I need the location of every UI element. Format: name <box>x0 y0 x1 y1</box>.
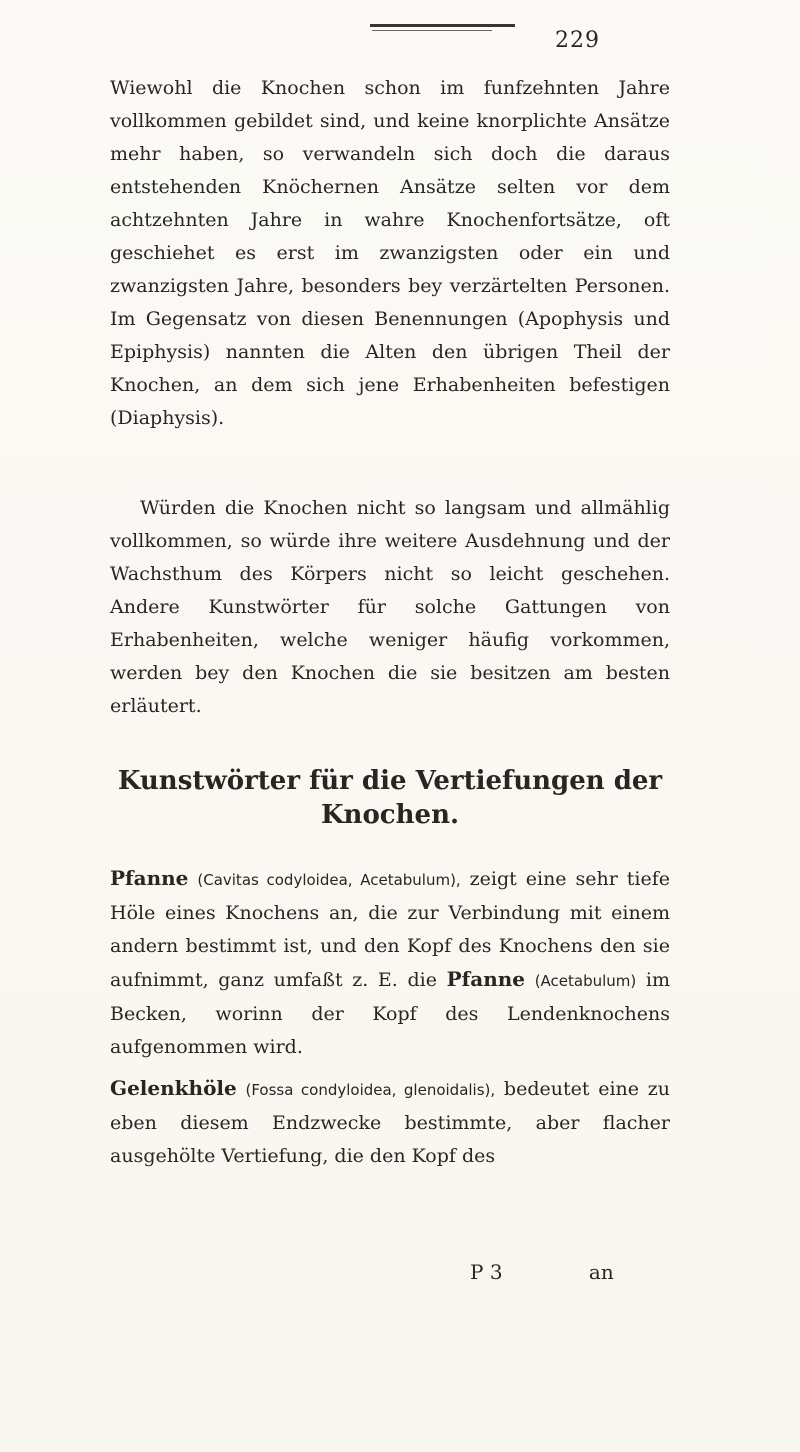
term-pfanne: Pfanne <box>110 866 189 890</box>
definition-gelenkhoele: bedeutet eine zu eben diesem Endzwecke bestimmte, aber flacher ausgehölte Vertiefung, die den Kopf des <box>110 1078 671 1167</box>
signature-mark: P 3 <box>470 1260 503 1284</box>
header-rule-thin <box>372 30 492 31</box>
entry-pfanne <box>110 862 670 1064</box>
page-number: 229 <box>555 28 600 53</box>
latin-gelenkhoele: (Fossa condyloidea, glenoidalis), <box>245 1081 496 1099</box>
catchword: an <box>588 1260 614 1284</box>
section-heading: Kunstwörter für die Vertiefungen der Knochen. <box>117 766 663 830</box>
term-gelenkhoele: Gelenkhöle <box>110 1076 237 1100</box>
footer-line <box>470 1260 614 1284</box>
header-rule <box>370 24 515 27</box>
term-pfanne-example: Pfanne <box>446 967 526 991</box>
definition-pfanne-example: im Becken, worinn der Kopf des Lendenknochens aufgenommen wird. <box>110 969 671 1058</box>
latin-acetabulum: (Acetabulum) <box>534 972 637 990</box>
definition-pfanne: zeigt eine sehr tiefe Höle eines Knochens an, die zur Verbindung mit einem andern bestimmt ist, und den Kopf des Knochens den sie aufnimmt, ganz umfaßt z. E. die <box>110 868 670 991</box>
entry-gelenkhoele <box>110 1072 670 1173</box>
paragraph-2: Würden die Knochen nicht so langsam und allmählig vollkommen, so würde ihre weitere Ausdehnung und der Wachsthum des Körpers nicht so leicht geschehen. Andere Kunstwörter für solche Gattungen von Erhabenheiten, welche weniger häufig vorkommen, werden bey den Knochen die sie besitzen am besten erläutert. <box>110 497 670 717</box>
paragraph-1: Wiewohl die Knochen schon im funfzehnten Jahre vollkommen gebildet sind, und keine knorplichte Ansätze mehr haben, so verwandeln sich doch die daraus entstehenden Knöchernen Ansätze selten vor dem achtzehnten Jahre in wahre Knochenfortsätze, oft geschiehet es erst im zwanzigsten oder ein und zwanzigsten Jahre, besonders bey verzärtelten Personen. Im Gegensatz von diesen Benennungen (Apophysis und Epiphysis) nannten die Alten den übrigen Theil der Knochen, an dem sich jene Erhabenheiten befestigen (Diaphysis). <box>110 77 670 429</box>
latin-pfanne: (Cavitas codyloidea, Acetabulum), <box>197 871 461 889</box>
